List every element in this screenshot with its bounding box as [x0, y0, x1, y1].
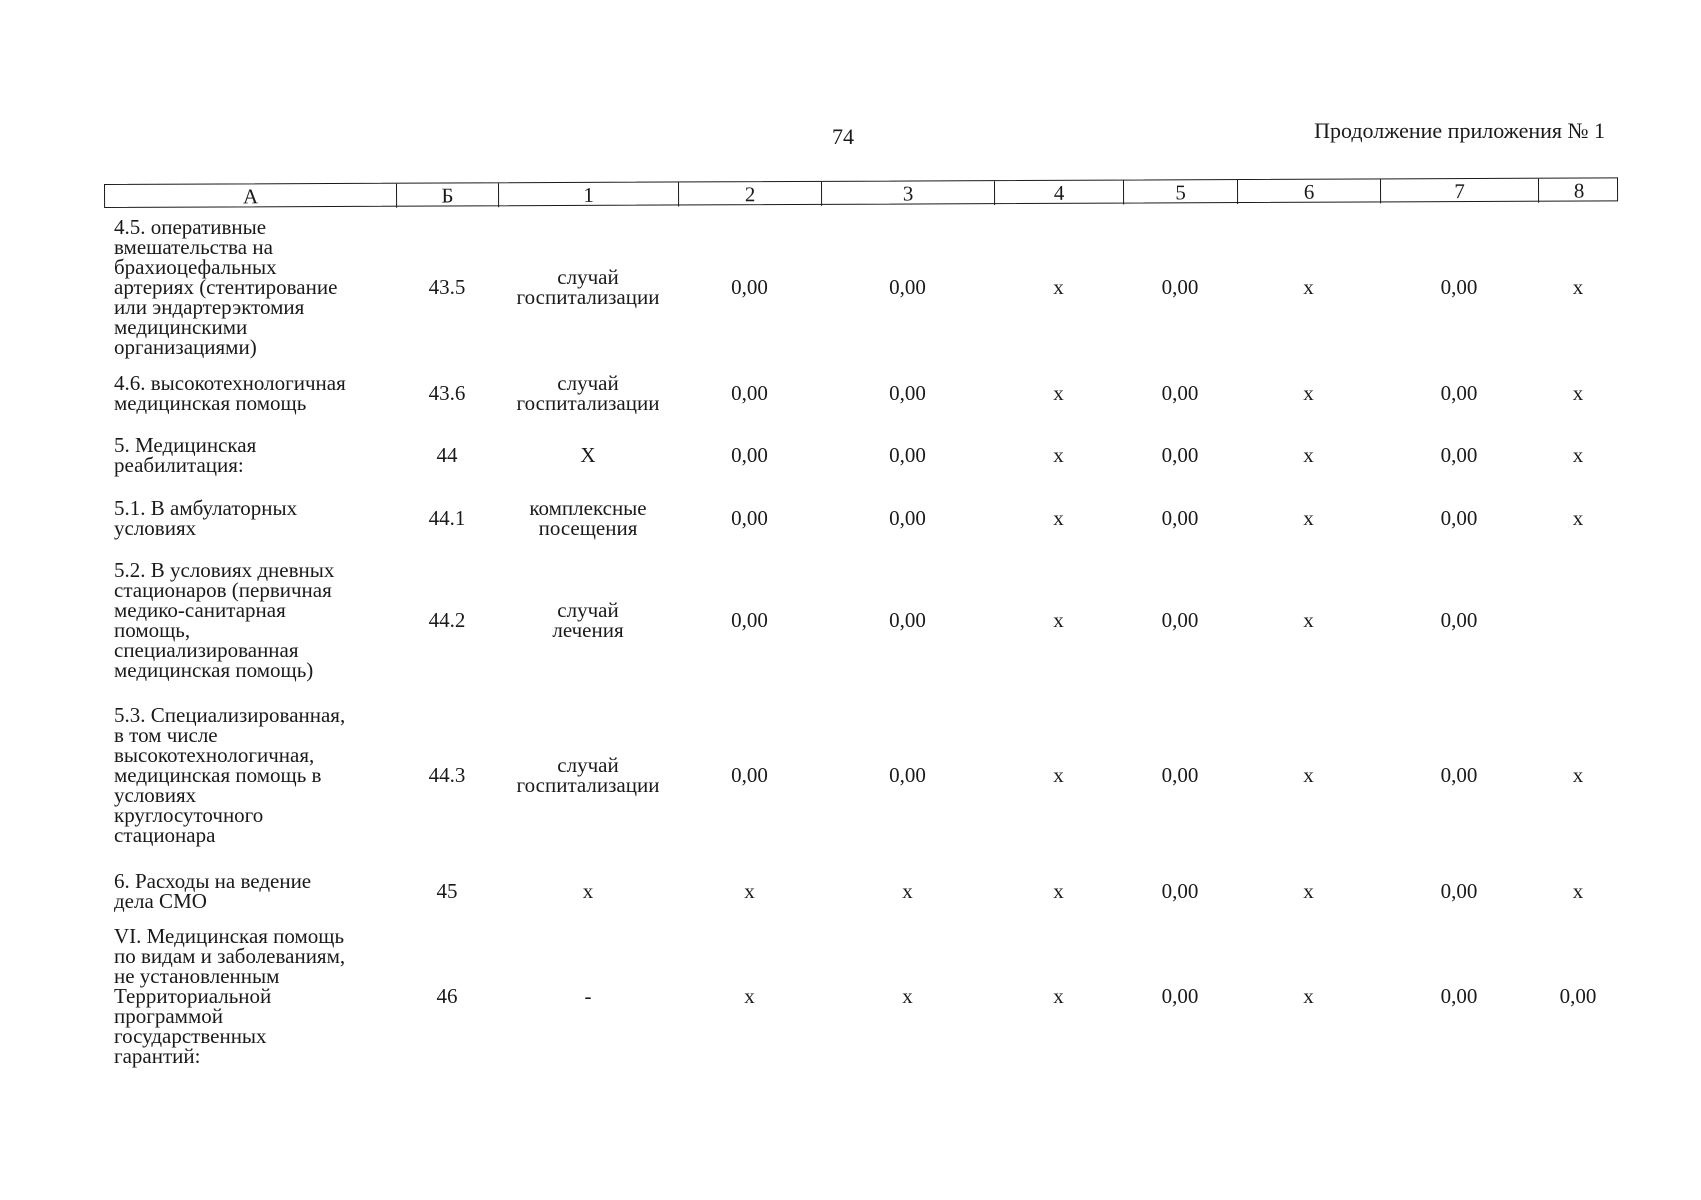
cell-col-2: 0,00 — [731, 443, 768, 467]
row-code: 44.3 — [428, 763, 466, 787]
cell-col-7: 0,00 — [1440, 443, 1478, 467]
cell-col-4: x — [1053, 608, 1064, 632]
cell-col-6: x — [1303, 879, 1314, 903]
cell-col-3: 0,00 — [889, 275, 926, 299]
row-code: 44.1 — [428, 506, 466, 530]
row-name: 6. Расходы на ведение дела СМО — [114, 869, 312, 913]
cell-col-8: x — [1572, 879, 1584, 903]
cell-col-8: x — [1572, 763, 1584, 787]
cell-col-5: 0,00 — [1161, 506, 1199, 530]
header-cell-a: А — [105, 184, 397, 209]
row-code: 45 — [436, 879, 458, 903]
cell-col-4: x — [1053, 506, 1064, 530]
cell-col-2: 0,00 — [731, 608, 768, 632]
cell-col-7: 0,00 — [1440, 275, 1478, 299]
cell-col-4: x — [1053, 381, 1064, 405]
cell-col-4: x — [1053, 443, 1064, 467]
table-row — [104, 690, 1618, 860]
table-row — [104, 922, 1618, 1070]
data-table — [104, 178, 1618, 1070]
cell-col-5: 0,00 — [1161, 443, 1199, 467]
cell-col-6: x — [1303, 763, 1314, 787]
header-cell-4: 4 — [995, 181, 1124, 206]
cell-col-2: 0,00 — [731, 275, 768, 299]
cell-col-5: 0,00 — [1161, 275, 1199, 299]
continuation-heading: Продолжение приложения № 1 — [1314, 118, 1605, 143]
cell-col-4: x — [1053, 879, 1064, 903]
cell-col-3: 0,00 — [889, 381, 926, 405]
cell-col-6: x — [1303, 984, 1314, 1008]
row-name: 5.3. Специализированная, в том числе высокотехнологичная, медицинская помощь в условиях круглосуточного стационара — [114, 703, 346, 847]
row-unit: случай госпитализации — [516, 753, 660, 797]
cell-col-4: x — [1053, 275, 1064, 299]
cell-col-7: 0,00 — [1440, 381, 1478, 405]
table-row — [104, 486, 1618, 550]
table-row — [104, 212, 1618, 362]
header-cell-1: 1 — [499, 182, 679, 207]
cell-col-2: 0,00 — [731, 506, 768, 530]
header-cell-8: 8 — [1573, 178, 1585, 203]
row-code: 46 — [436, 984, 458, 1008]
cell-col-8: x — [1572, 275, 1584, 299]
cell-col-8: x — [1572, 381, 1584, 405]
row-name: 5. Медицинская реабилитация: — [114, 433, 257, 477]
cell-col-7: 0,00 — [1440, 506, 1478, 530]
header-cell-2: 2 — [679, 182, 822, 207]
row-name: 4.6. высокотехнологичная медицинская помощь — [114, 371, 346, 415]
row-unit: - — [584, 984, 592, 1008]
row-name: 5.1. В амбулаторных условиях — [114, 496, 298, 540]
row-unit: случай лечения — [552, 598, 624, 642]
table-row — [104, 860, 1618, 922]
cell-col-3: 0,00 — [889, 443, 926, 467]
row-unit: X — [580, 443, 596, 467]
cell-col-6: x — [1303, 443, 1314, 467]
table-row — [104, 362, 1618, 424]
cell-col-6: x — [1303, 275, 1314, 299]
cell-col-5: 0,00 — [1161, 984, 1199, 1008]
table-row — [104, 550, 1618, 690]
cell-col-6: x — [1303, 608, 1314, 632]
row-name: 5.2. В условиях дневных стационаров (первичная медико-санитарная помощь, специализированная медицинская помощь) — [114, 558, 335, 682]
cell-col-5: 0,00 — [1161, 879, 1199, 903]
cell-col-5: 0,00 — [1161, 763, 1199, 787]
cell-col-2: x — [744, 879, 755, 903]
header-cell-7: 7 — [1381, 179, 1539, 204]
row-code: 43.5 — [428, 275, 466, 299]
cell-col-7: 0,00 — [1440, 763, 1478, 787]
cell-col-5: 0,00 — [1161, 608, 1199, 632]
cell-col-3: 0,00 — [889, 608, 926, 632]
cell-col-8: 0,00 — [1559, 984, 1597, 1008]
header-cell-3: 3 — [822, 181, 995, 206]
row-code: 44.2 — [428, 608, 466, 632]
header-cell-5: 5 — [1124, 180, 1238, 204]
row-code: 44 — [436, 443, 458, 467]
cell-col-8: x — [1572, 506, 1584, 530]
cell-col-4: x — [1053, 984, 1064, 1008]
row-code: 43.6 — [428, 381, 466, 405]
header-cell-b: Б — [397, 183, 499, 207]
cell-col-2: x — [744, 984, 755, 1008]
cell-col-3: x — [902, 879, 913, 903]
cell-col-2: 0,00 — [731, 381, 768, 405]
header-cell-6: 6 — [1238, 179, 1381, 204]
table-body — [104, 212, 1618, 1070]
cell-col-3: x — [902, 984, 913, 1008]
page-number: 74 — [832, 124, 854, 149]
table-row — [104, 424, 1618, 486]
cell-col-7: 0,00 — [1440, 608, 1478, 632]
row-unit: x — [582, 879, 594, 903]
row-name: 4.5. оперативные вмешательства на брахиоцефальных артериях (стентирование или эндартерэктомия медицинскими организациями) — [114, 215, 338, 359]
row-unit: случай госпитализации — [516, 265, 660, 309]
table-header-row — [104, 177, 1618, 208]
cell-col-6: x — [1303, 506, 1314, 530]
cell-col-7: 0,00 — [1440, 984, 1478, 1008]
row-unit: комплексные посещения — [529, 496, 647, 540]
cell-col-8: x — [1572, 443, 1584, 467]
cell-col-5: 0,00 — [1161, 381, 1199, 405]
cell-col-4: x — [1053, 763, 1064, 787]
row-name: VI. Медицинская помощь по видам и заболеваниям, не установленным Территориальной программой государственных гарантий: — [114, 924, 346, 1068]
cell-col-6: x — [1303, 381, 1314, 405]
cell-col-7: 0,00 — [1440, 879, 1478, 903]
cell-col-3: 0,00 — [889, 506, 926, 530]
cell-col-2: 0,00 — [731, 763, 768, 787]
row-unit: случай госпитализации — [516, 371, 660, 415]
cell-col-3: 0,00 — [889, 763, 926, 787]
